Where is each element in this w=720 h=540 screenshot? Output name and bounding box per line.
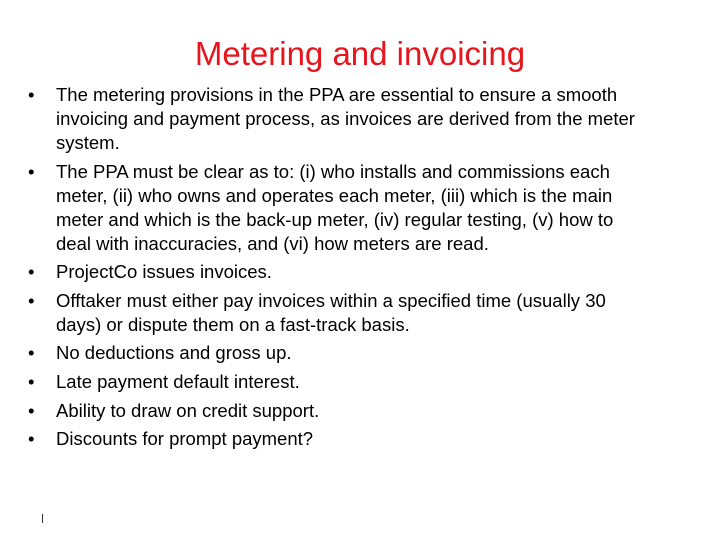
bullet-icon: • (28, 399, 35, 421)
bullet-icon: • (28, 428, 35, 450)
list-item-text: Ability to draw on credit support. (56, 399, 320, 421)
list-item-text: invoicing and payment process, as invoices are derived from the meter (56, 108, 635, 129)
bullet-icon: • (28, 342, 35, 364)
list-item-text: Late payment default interest. (56, 370, 300, 392)
list-item (28, 260, 698, 284)
list-item-text: days) or dispute them on a fast-track basis. (56, 313, 410, 335)
list-item-text: The metering provisions in the PPA are essential to ensure a smooth (56, 84, 618, 105)
list-item (28, 160, 698, 256)
list-item-text: Offtaker must either pay invoices within a specified time (usually 30 (56, 289, 606, 311)
list-item (28, 341, 698, 365)
list-item-text: deal with inaccuracies, and (vi) how meters are read. (56, 232, 489, 254)
bullet-icon: • (28, 84, 35, 105)
list-item (28, 289, 698, 337)
bullet-icon: • (28, 289, 35, 311)
list-item-text: Discounts for prompt payment? (56, 428, 314, 450)
bullet-list (28, 83, 698, 456)
list-item-text: meter, (ii) who owns and operates each meter, (iii) which is the main (56, 184, 613, 206)
slide-title: Metering and invoicing (194, 35, 526, 72)
list-item (28, 427, 698, 451)
list-item (28, 399, 698, 423)
list-item-text: meter and which is the back-up meter, (iv) regular testing, (v) how to (56, 208, 614, 230)
list-item-text: No deductions and gross up. (56, 342, 292, 364)
bullet-icon: • (28, 261, 35, 283)
bullet-icon: • (28, 160, 35, 182)
list-item-text: system. (56, 132, 120, 153)
bullet-icon: • (28, 370, 35, 392)
list-item-text: The PPA must be clear as to: (i) who installs and commissions each (56, 160, 610, 182)
list-item (28, 83, 698, 155)
footer-mark (42, 514, 43, 523)
list-item (28, 370, 698, 394)
list-item-text: ProjectCo issues invoices. (56, 261, 272, 283)
